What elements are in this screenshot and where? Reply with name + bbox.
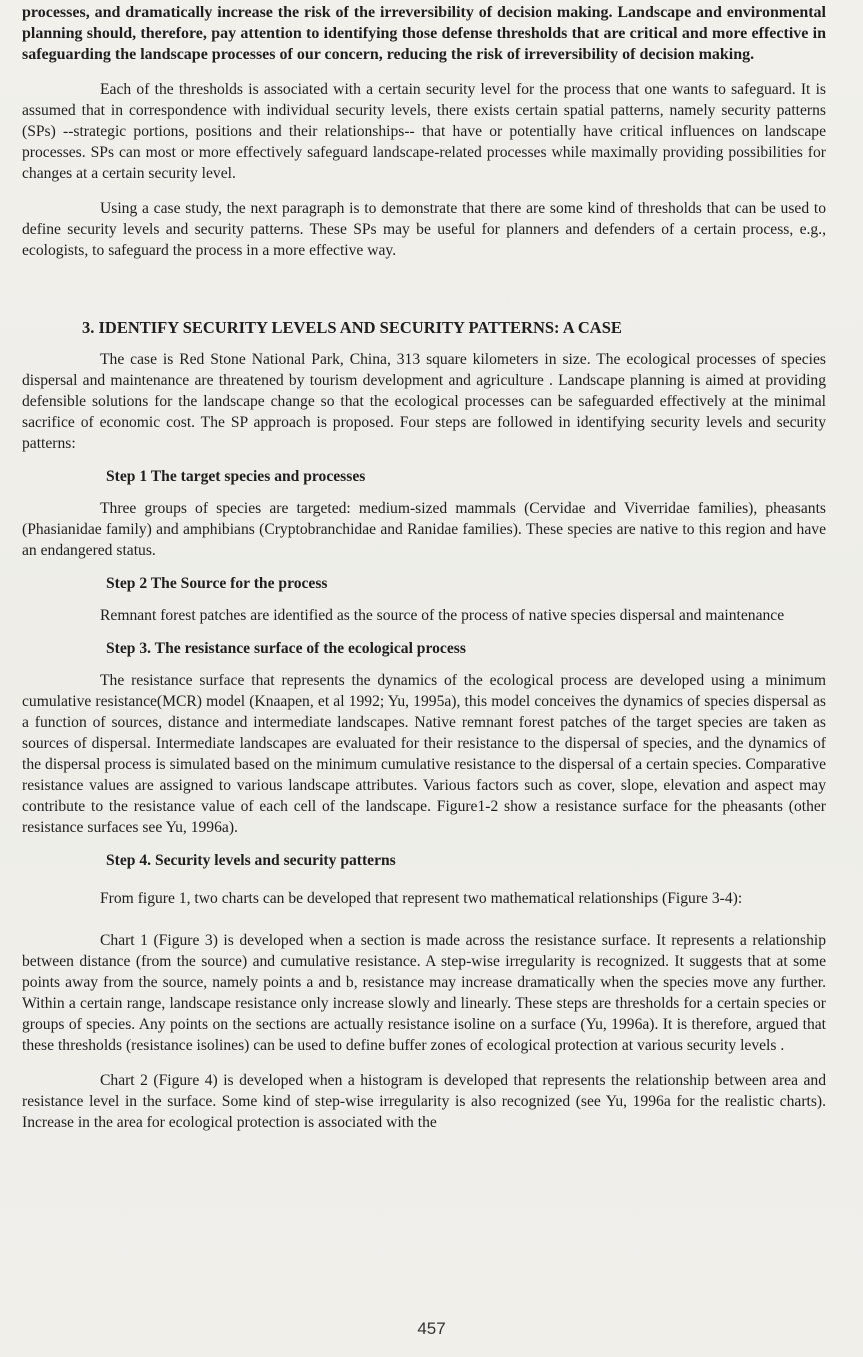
paragraph-case-study: Using a case study, the next paragraph is to demonstrate that there are some kind of thresholds that can be used to define security levels and security patterns. These SPs may be useful for planners and defenders of a certain process, e.g., ecologists, to safeguard the process in a more effective way. bbox=[22, 200, 826, 259]
page-number: 457 bbox=[417, 1319, 446, 1338]
step-4-heading: Step 4. Security levels and security patterns bbox=[106, 852, 396, 869]
step-1-heading: Step 1 The target species and processes bbox=[106, 468, 366, 485]
paragraph-chart-1: Chart 1 (Figure 3) is developed when a section is made across the resistance surface. It represents a relationship between distance (from the source) and cumulative resistance. A step-wise irregularity is recognized. It suggests that at some points away from the source, namely points a and b, resistance may increase dramatically when the species move any further. Within a certain range, landscape resistance only increase slowly and linearly. These steps are thresholds for a certain species or groups of species. Any points on the sections are actually resistance isoline on a surface (Yu, 1996a). It is therefore, argued that these thresholds (resistance isolines) can be used to define buffer zones of ecological protection at various security levels . bbox=[22, 932, 826, 1054]
section-heading: 3. IDENTIFY SECURITY LEVELS AND SECURITY PATTERNS: A CASE bbox=[82, 318, 622, 337]
step-4-text: From figure 1, two charts can be developed that represent two mathematical relationships (Figure 3-4): bbox=[100, 890, 743, 907]
step-3-text: The resistance surface that represents the dynamics of the ecological process are developed using a minimum cumulative resistance(MCR) model (Knaapen, et al 1992; Yu, 1995a), this model conceives the dynamics of species dispersal as a function of sources, distance and intermediate landscapes. Native remnant forest patches of the target species are taken as sources of dispersal. Intermediate landscapes are evaluated for their resistance to the dispersal of species, and the dynamics of the dispersal process is simulated based on the minimum cumulative resistance to the dispersal of a certain species. Comparative resistance values are assigned to various landscape attributes. Various factors such as cover, slope, elevation and aspect may contribute to the resistance value of each cell of the landscape. Figure1-2 show a resistance surface for the pheasants (other resistance surfaces see Yu, 1996a). bbox=[22, 672, 826, 836]
step-3-heading: Step 3. The resistance surface of the ecological process bbox=[106, 640, 466, 657]
step-1-text: Three groups of species are targeted: medium-sized mammals (Cervidae and Viverridae families), pheasants (Phasianidae family) and amphibians (Cryptobranchidae and Ranidae families). These species are native to this region and have an endangered status. bbox=[22, 500, 826, 559]
page-body bbox=[22, 2, 826, 1133]
paragraph-case-description: The case is Red Stone National Park, China, 313 square kilometers in size. The ecological processes of species dispersal and maintenance are threatened by tourism development and agriculture . Landscape planning is aimed at providing defensible solutions for the landscape change so that the ecological processes can be safeguarded effectively at the minimal sacrifice of economic cost. The SP approach is proposed. Four steps are followed in identifying security levels and security patterns: bbox=[22, 351, 826, 452]
step-2-heading: Step 2 The Source for the process bbox=[106, 575, 328, 592]
paragraph-thresholds: Each of the thresholds is associated with a certain security level for the process that one wants to safeguard. It is assumed that in correspondence with individual security levels, there exists certain spatial patterns, namely security patterns (SPs) --strategic portions, positions and their relationships-- that have or potentially have critical influences on landscape processes. SPs can most or more effectively safeguard landscape-related processes while maximally providing possibilities for changes at a certain security level. bbox=[22, 81, 826, 182]
intro-paragraph: processes, and dramatically increase the risk of the irreversibility of decision making. Landscape and environmental planning should, therefore, pay attention to identifying those defense thresholds that are critical and more effective in safeguarding the landscape processes of our concern, reducing the risk of irreversibility of decision making. bbox=[22, 4, 826, 63]
step-2-text: Remnant forest patches are identified as the source of the process of native species dispersal and maintenance bbox=[100, 607, 785, 624]
paragraph-chart-2: Chart 2 (Figure 4) is developed when a histogram is developed that represents the relationship between area and resistance level in the surface. Some kind of step-wise irregularity is also recognized (see Yu, 1996a for the realistic charts). Increase in the area for ecological protection is associated with the bbox=[22, 1072, 826, 1131]
